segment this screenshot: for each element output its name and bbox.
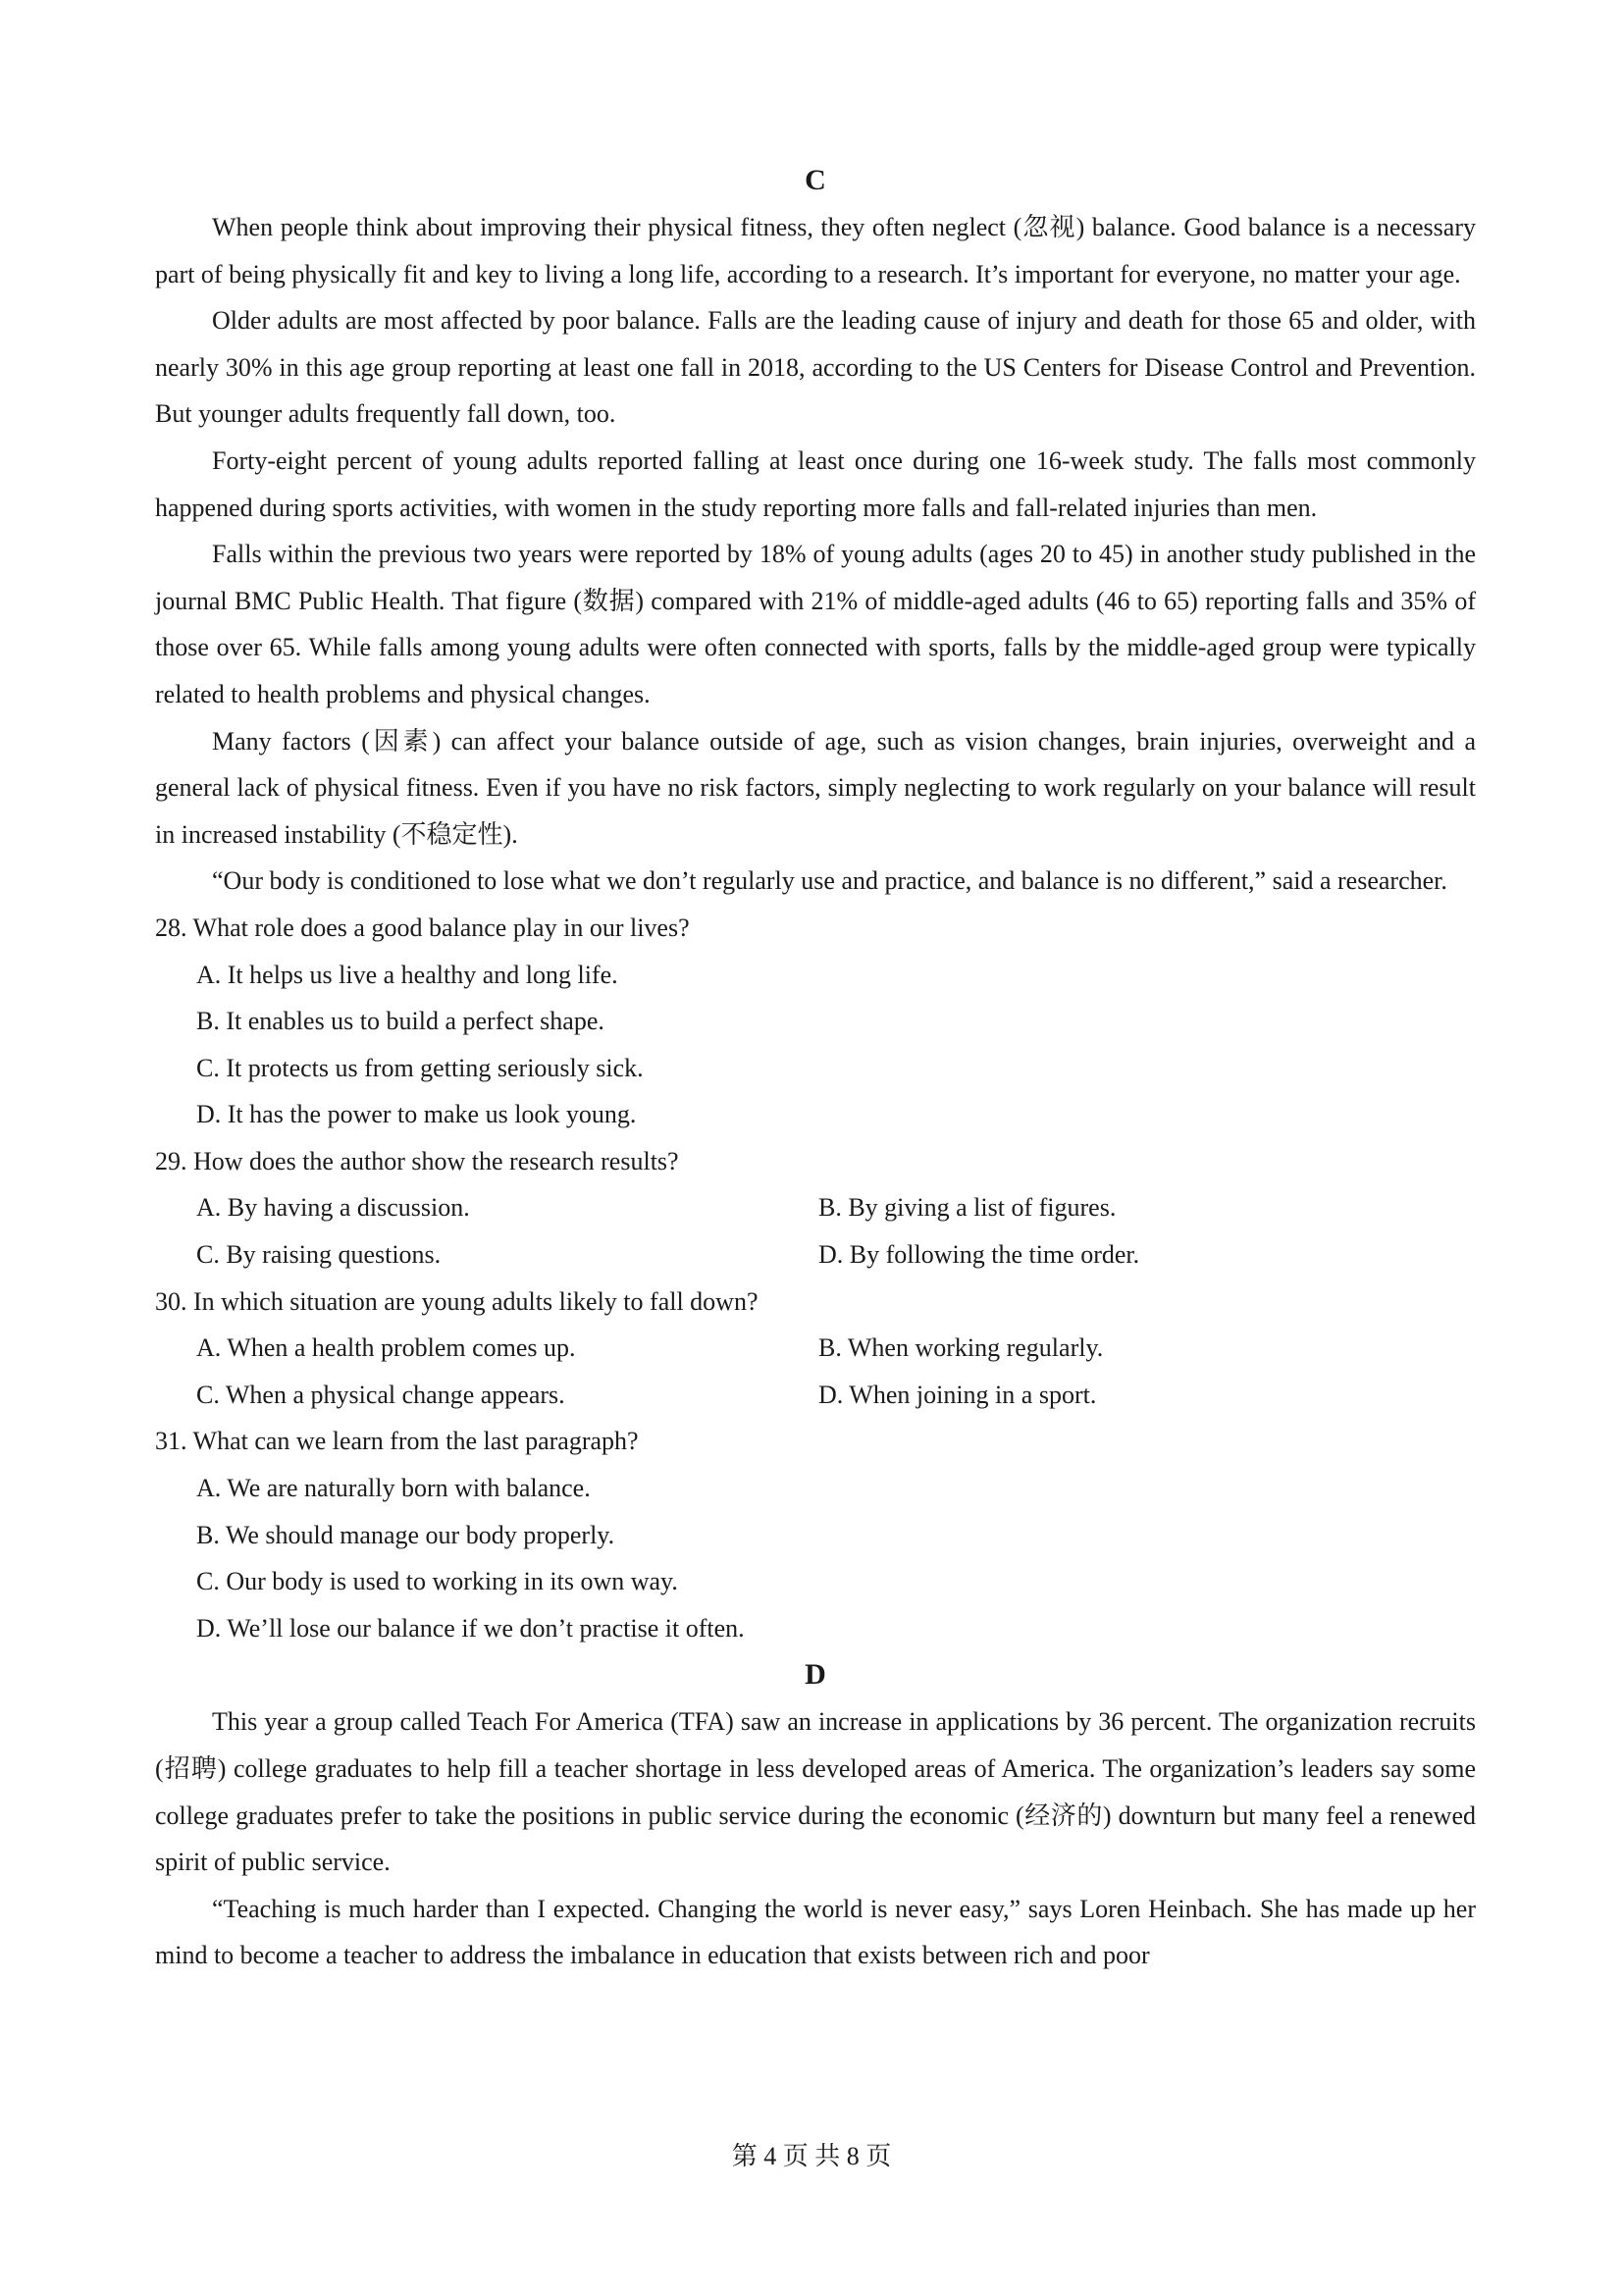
page-number-footer: 第 4 页 共 8 页 <box>731 2142 892 2170</box>
question-31-options <box>155 1465 1476 1651</box>
passage-c-paragraph-4: Falls within the previous two years were reported by 18% of young adults (ages 20 to 45) in another study published in the journal BMC Public Health. That figure (数据) compared with 21% of middle-aged adults (46 to 65) reporting falls and 35% of those over 65. While falls among young adults were often connected with sports, falls by the middle-aged group were typically related to health problems and physical changes. <box>155 540 1476 708</box>
question-31-stem: 31. What can we learn from the last paragraph? <box>155 1427 639 1456</box>
question-29-stem: 29. How does the author show the research results? <box>155 1146 679 1175</box>
passage-c-paragraph-5: Many factors (因素) can affect your balance outside of age, such as vision changes, brain injuries, overweight and a general lack of physical fitness. Even if you have no risk factors, simply neglecting to work regularly on your balance will result in increased instability (不稳定性). <box>155 726 1476 849</box>
question-30-option-c: C. When a physical change appears. <box>196 1380 565 1409</box>
question-29-option-a: A. By having a discussion. <box>196 1193 470 1223</box>
question-30-options <box>155 1325 1476 1418</box>
question-31-option-a: A. We are naturally born with balance. <box>196 1474 591 1503</box>
question-28-stem: 28. What role does a good balance play in our lives? <box>155 913 690 942</box>
question-31 <box>155 1418 1476 1651</box>
question-31-option-c: C. Our body is used to working in its own way. <box>196 1567 678 1596</box>
question-28-option-d: D. It has the power to make us look young. <box>196 1100 637 1129</box>
question-29-option-c: C. By raising questions. <box>196 1240 442 1270</box>
question-30-stem: 30. In which situation are young adults likely to fall down? <box>155 1286 759 1316</box>
question-29 <box>155 1138 1476 1278</box>
question-31-option-b: B. We should manage our body properly. <box>196 1520 615 1549</box>
question-28-option-a: A. It helps us live a healthy and long life. <box>196 960 618 989</box>
section-c-heading: C <box>805 164 826 196</box>
question-28-option-b: B. It enables us to build a perfect shape. <box>196 1007 604 1036</box>
question-31-option-d: D. We’ll lose our balance if we don’t practise it often. <box>196 1613 745 1643</box>
question-29-option-b: B. By giving a list of figures. <box>818 1193 1117 1223</box>
passage-c-paragraph-2: Older adults are most affected by poor balance. Falls are the leading cause of injury and death for those 65 and older, with nearly 30% in this age group reporting at least one fall in 2018, according to the US Centers for Disease Control and Prevention. But younger adults frequently fall down, too. <box>155 306 1476 429</box>
question-30 <box>155 1278 1476 1419</box>
question-30-option-a: A. When a health problem comes up. <box>196 1333 576 1363</box>
exam-page <box>155 157 1476 1979</box>
passage-d-paragraph-2: “Teaching is much harder than I expected. Changing the world is never easy,” says Loren Heinbach. She has made up her mind to become a teacher to address the imbalance in education that exists between rich and poor <box>155 1894 1476 1970</box>
question-30-option-b: B. When working regularly. <box>818 1333 1104 1363</box>
question-28-option-c: C. It protects us from getting seriously sick. <box>196 1053 644 1082</box>
question-29-options <box>155 1184 1476 1278</box>
passage-d-paragraph-1: This year a group called Teach For America (TFA) saw an increase in applications by 36 percent. The organization recruits (招聘) college graduates to help fill a teacher shortage in less developed areas of America. The organization’s leaders say some college graduates prefer to take the positions in public service during the economic (经济的) downturn but many feel a renewed spirit of public service. <box>155 1707 1476 1877</box>
reading-section-d <box>155 1651 1476 1979</box>
question-30-option-d: D. When joining in a sport. <box>818 1380 1097 1409</box>
passage-c-paragraph-3: Forty-eight percent of young adults reported falling at least once during one 16-week study. The falls most commonly happened during sports activities, with women in the study reporting more falls and fall-related injuries than men. <box>155 445 1476 522</box>
question-29-option-d: D. By following the time order. <box>818 1240 1140 1270</box>
passage-c-paragraph-6: “Our body is conditioned to lose what we don’t regularly use and practice, and balance is no different,” said a researcher. <box>212 866 1447 896</box>
question-28 <box>155 905 1476 1138</box>
passage-c-paragraph-1: When people think about improving their physical fitness, they often neglect (忽视) balance. Good balance is a necessary part of being physically fit and key to living a long life, according to a research. It’s important for everyone, no matter your age. <box>155 213 1476 288</box>
section-d-heading: D <box>805 1658 826 1692</box>
reading-section-c <box>155 157 1476 905</box>
question-28-options <box>155 952 1476 1138</box>
